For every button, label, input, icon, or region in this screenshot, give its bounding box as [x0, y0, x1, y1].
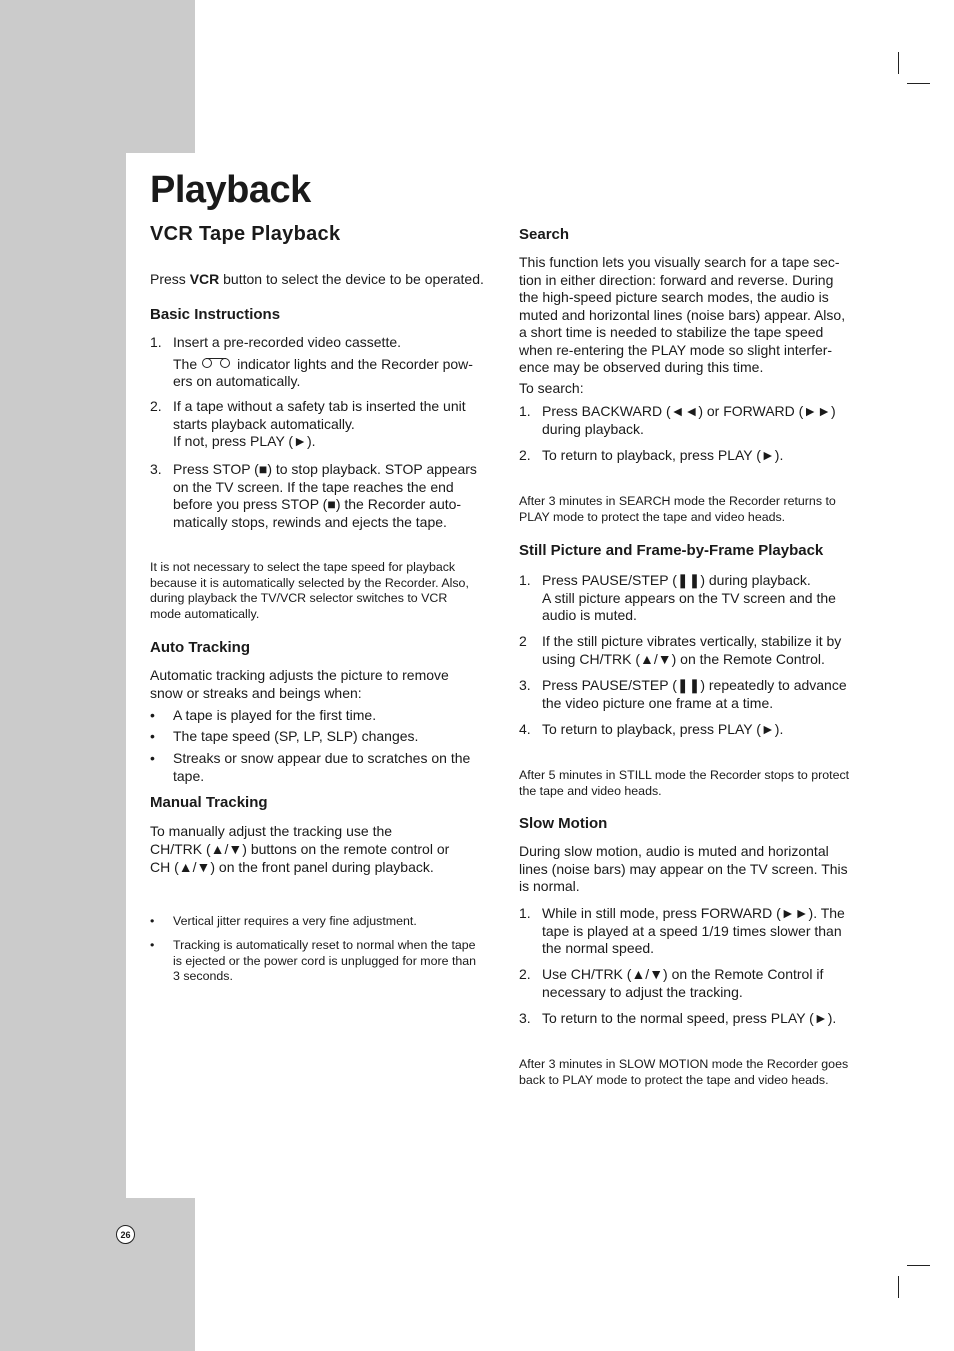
list-item: 1. Press PAUSE/STEP (❚❚) during playback. A still picture appears on the TV screen and the audio is muted.	[519, 572, 836, 623]
page-title: Playback	[150, 169, 311, 211]
list-item: 3. Press PAUSE/STEP (❚❚) repeatedly to advance the video picture one frame at a time.	[519, 677, 847, 711]
bullet-item: • A tape is played for the first time.	[150, 707, 377, 723]
search-heading: Search	[519, 226, 570, 243]
manual-tracking-text: To manually adjust the tracking use the CH/TRK (▲/▼) buttons on the remote control or CH (▲/▼) on the front panel during playback.	[150, 823, 450, 875]
page-number: 26	[116, 1225, 135, 1244]
bullet-item: • The tape speed (SP, LP, SLP) changes.	[150, 728, 419, 744]
note: After 3 minutes in SEARCH mode the Recorder returns to PLAY mode to protect the tape and video heads.	[519, 494, 836, 524]
note: After 3 minutes in SLOW MOTION mode the Recorder goes back to PLAY mode to protect the tape and video heads.	[519, 1057, 849, 1087]
section-title: VCR Tape Playback	[150, 223, 341, 245]
basic-instructions-heading: Basic Instructions	[150, 306, 281, 323]
list-item: 2. To return to playback, press PLAY (►).	[519, 447, 784, 463]
slow-motion-heading: Slow Motion	[519, 815, 608, 832]
list-item: 3. Press STOP (■) to stop playback. STOP appears on the TV screen. If the tape reaches the end before you press STOP (■) the Recorder auto- matically stops, rewinds and ejects the tape.	[150, 461, 477, 530]
note-bullet: • Tracking is automatically reset to normal when the tape is ejected or the power cord is unplugged for more than 3 seconds.	[150, 938, 477, 984]
list-item: 4. To return to playback, press PLAY (►).	[519, 721, 784, 737]
intro-text: Press VCR button to select the device to be operated.	[150, 271, 484, 287]
note-bullet: • Vertical jitter requires a very fine adjustment.	[150, 914, 417, 928]
bullet-item: • Streaks or snow appear due to scratches on the tape.	[150, 750, 471, 784]
cassette-icon	[201, 358, 231, 368]
to-search-label: To search:	[519, 380, 584, 396]
list-item: 2 If the still picture vibrates vertically, stabilize it by using CH/TRK (▲/▼) on the Remote Control.	[519, 633, 842, 667]
list-item: 1. Insert a pre-recorded video cassette. The indicator lights and the Recorder pow- ers on automatically.	[150, 334, 473, 389]
slow-motion-text: During slow motion, audio is muted and horizontal lines (noise bars) may appear on the TV screen. This is normal.	[519, 843, 848, 894]
auto-tracking-text: Automatic tracking adjusts the picture to remove snow or streaks and beings when:	[150, 667, 449, 701]
note: After 5 minutes in STILL mode the Recorder stops to protect the tape and video heads.	[519, 768, 850, 798]
stop-icon: ■	[258, 461, 268, 477]
list-item: 3. To return to the normal speed, press PLAY (►).	[519, 1010, 837, 1026]
crop-mark	[898, 52, 899, 74]
margin-band-top	[0, 0, 195, 153]
crop-mark	[907, 1265, 930, 1266]
crop-mark	[907, 83, 930, 84]
list-item: 1. Press BACKWARD (◄◄) or FORWARD (►►) during playback.	[519, 403, 836, 437]
stop-icon: ■	[327, 496, 336, 512]
manual-tracking-heading: Manual Tracking	[150, 794, 268, 811]
list-item: 2. Use CH/TRK (▲/▼) on the Remote Control if necessary to adjust the tracking.	[519, 966, 824, 1000]
margin-band-bottom	[0, 1198, 195, 1351]
still-picture-heading: Still Picture and Frame-by-Frame Playback	[519, 542, 824, 559]
margin-band-left	[0, 153, 126, 1198]
auto-tracking-heading: Auto Tracking	[150, 639, 251, 656]
list-item: 2. If a tape without a safety tab is inserted the unit starts playback automatically. If not, press PLAY (►).	[150, 398, 466, 449]
note: It is not necessary to select the tape speed for playback because it is automatically selected by the Recorder. Also, during playback the TV/VCR selector switches to VCR mode automatically.	[150, 560, 469, 621]
list-item: 1. While in still mode, press FORWARD (►►). The tape is played at a speed 1/19 times slower than the normal speed.	[519, 905, 845, 956]
search-text: This function lets you visually search for a tape sec- tion in either direction: forward and reverse. During the high-speed picture search modes, the audio is muted and horizontal lines (noise bars) appear. Also, a short time is needed to stabilize the tape speed when re-entering the PLAY mode so slight interfer- ence may be observed during this time.	[519, 254, 846, 375]
crop-mark	[898, 1276, 899, 1298]
